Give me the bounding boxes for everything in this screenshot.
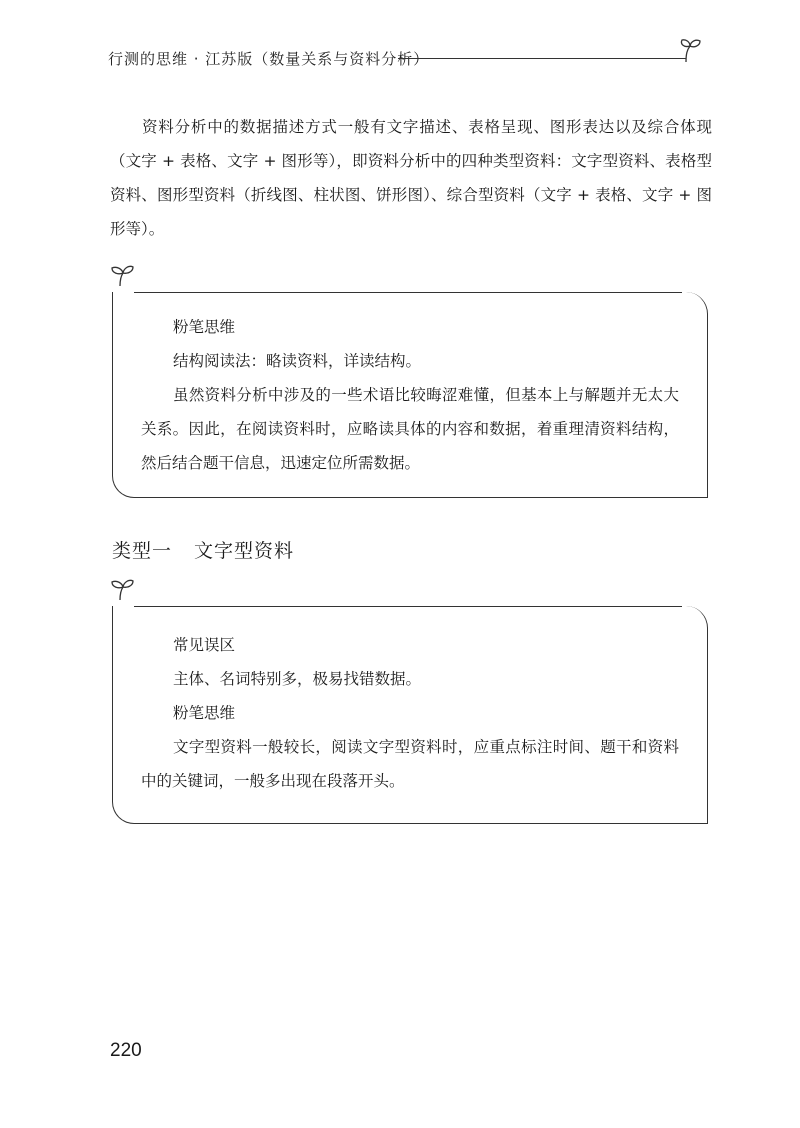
- page-number: 220: [110, 1040, 142, 1061]
- box-paragraph: 虽然资料分析中涉及的一些术语比较晦涩难懂，但基本上与解题并无太大关系。因此，在阅读资料时，应略读具体的内容和数据，着重理清资料结构，然后结合题干信息，迅速定位所需数据。: [141, 386, 679, 472]
- section-title: [112, 536, 294, 563]
- box-heading: 常见误区: [173, 636, 236, 654]
- tip-box-text-data: [112, 606, 708, 824]
- box-paragraph: 主体、名词特别多，极易找错数据。: [173, 670, 422, 688]
- intro-paragraph: 资料分析中的数据描述方式一般有文字描述、表格呈现、图形表达以及综合体现（文字 + 表格、文字 + 图形等），即资料分析中的四种类型资料：文字型资料、表格型资料、图形型资料（折线图、柱状图、饼形图）、综合型资料（文字 + 表格、文字 + 图形等）。: [110, 118, 712, 238]
- section-name: 文字型资料: [194, 540, 295, 562]
- box-paragraph: 文字型资料一般较长，阅读文字型资料时，应重点标注时间、题干和资料中的关键词，一般多出现在段落开头。: [141, 738, 679, 790]
- running-header: 行测的思维 · 江苏版（数量关系与资料分析）: [108, 50, 430, 68]
- sprout-icon: [108, 576, 140, 602]
- box-method: 结构阅读法：略读资料，详读结构。: [173, 352, 422, 370]
- sprout-icon: [108, 262, 140, 288]
- section-label: 类型一: [112, 540, 173, 562]
- box-heading: 粉笔思维: [173, 318, 236, 336]
- sprout-icon: [678, 36, 708, 64]
- header-rule: [398, 58, 686, 59]
- box-heading: 粉笔思维: [173, 704, 236, 722]
- tip-box-structure-reading: [112, 292, 708, 498]
